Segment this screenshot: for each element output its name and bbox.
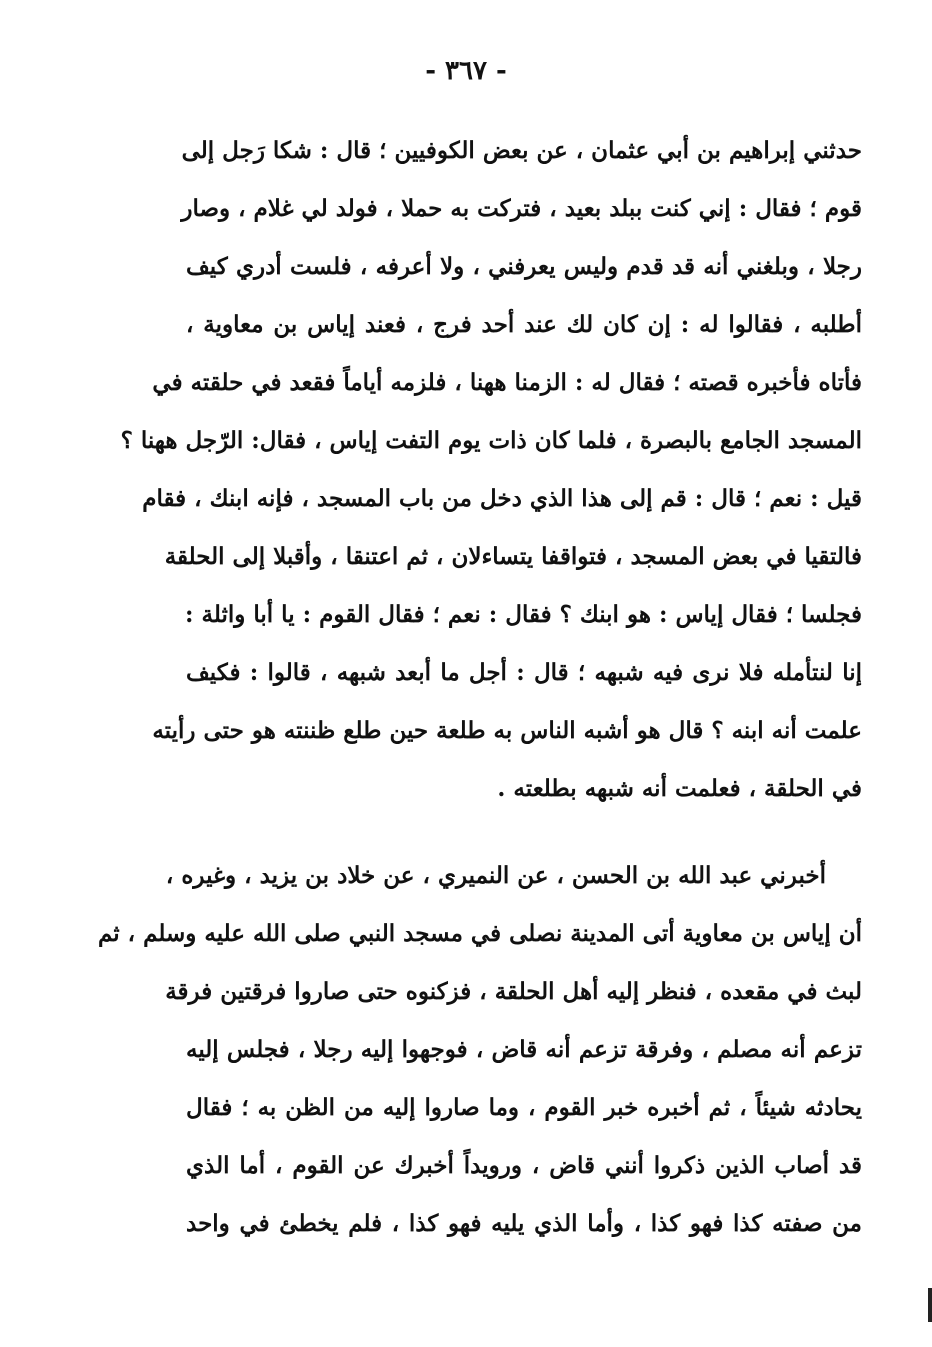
text-line: يحادثه شيئاً ، ثم أخبره خبر القوم ، وما صاروا إليه من الظن به ؛ فقال bbox=[186, 1094, 862, 1121]
text-line: أخبرني عبد الله بن الحسن ، عن النميري ، عن خلاد بن يزيد ، وغيره ، bbox=[165, 862, 826, 889]
text-line: لبث في مقعده ، فنظر إليه أهل الحلقة ، فزكنوه حتى صاروا فرقتين فرقة bbox=[165, 978, 862, 1005]
text-line: إنا لنتأمله فلا نرى فيه شبهه ؛ قال : أجل ما أبعد شبهه ، قالوا : فكيف bbox=[186, 659, 862, 686]
text-line: أن إياس بن معاوية أتى المدينة نصلى في مسجد النبي صلى الله عليه وسلم ، ثم bbox=[97, 920, 862, 947]
scan-edge-mark bbox=[928, 1288, 932, 1322]
paragraph-2 bbox=[97, 847, 863, 1253]
text-line: علمت أنه ابنه ؟ قال هو أشبه الناس به طلعة حين طلع ظننته هو حتى رأيته bbox=[152, 717, 862, 744]
text-line: فأتاه فأخبره قصته ؛ فقال له : الزمنا ههنا ، فلزمه أياماً فقعد في حلقته في bbox=[152, 369, 862, 396]
text-line: فالتقيا في بعض المسجد ، فتواقفا يتساءلان ، ثم اعتنقا ، وأقبلا إلى الحلقة bbox=[164, 543, 862, 570]
text-line: فجلسا ؛ فقال إياس : هو ابنك ؟ فقال : نعم ؛ فقال القوم : يا أبا واثلة : bbox=[185, 601, 862, 628]
text-line: قيل : نعم ؛ قال : قم إلى هذا الذي دخل من باب المسجد ، فإنه ابنك ، فقام bbox=[142, 485, 862, 512]
text-line: في الحلقة ، فعلمت أنه شبهه بطلعته . bbox=[497, 775, 862, 802]
text-line: تزعم أنه مصلم ، وفرقة تزعم أنه قاض ، فوجهوا إليه رجلا ، فجلس إليه bbox=[186, 1036, 863, 1063]
text-line: من صفته كذا فهو كذا ، وأما الذي يليه فهو كذا ، فلم يخطئ في واحد bbox=[186, 1210, 862, 1237]
text-line: رجلا ، وبلغني أنه قد قدم وليس يعرفني ، ولا أعرفه ، فلست أدري كيف bbox=[186, 253, 862, 280]
text-line: قد أصاب الذين ذكروا أنني قاض ، ورويداً أخبرك عن القوم ، أما الذي bbox=[186, 1152, 862, 1179]
text-line: قوم ؛ فقال : إني كنت ببلد بعيد ، فتركت به حملا ، فولد لي غلام ، وصار bbox=[181, 195, 862, 222]
paragraph-1 bbox=[120, 122, 862, 818]
text-line: أطلبه ، فقالوا له : إن كان لك عند أحد فرج ، فعند إياس بن معاوية ، bbox=[186, 311, 862, 338]
page-number: - ٣٦٧ - bbox=[425, 56, 507, 86]
text-line: حدثني إبراهيم بن أبي عثمان ، عن بعض الكوفيين ؛ قال : شكا رَجل إلى bbox=[181, 137, 862, 164]
text-line: المسجد الجامع بالبصرة ، فلما كان ذات يوم التفت إياس ، فقال: الرّجل ههنا ؟ bbox=[120, 427, 862, 454]
